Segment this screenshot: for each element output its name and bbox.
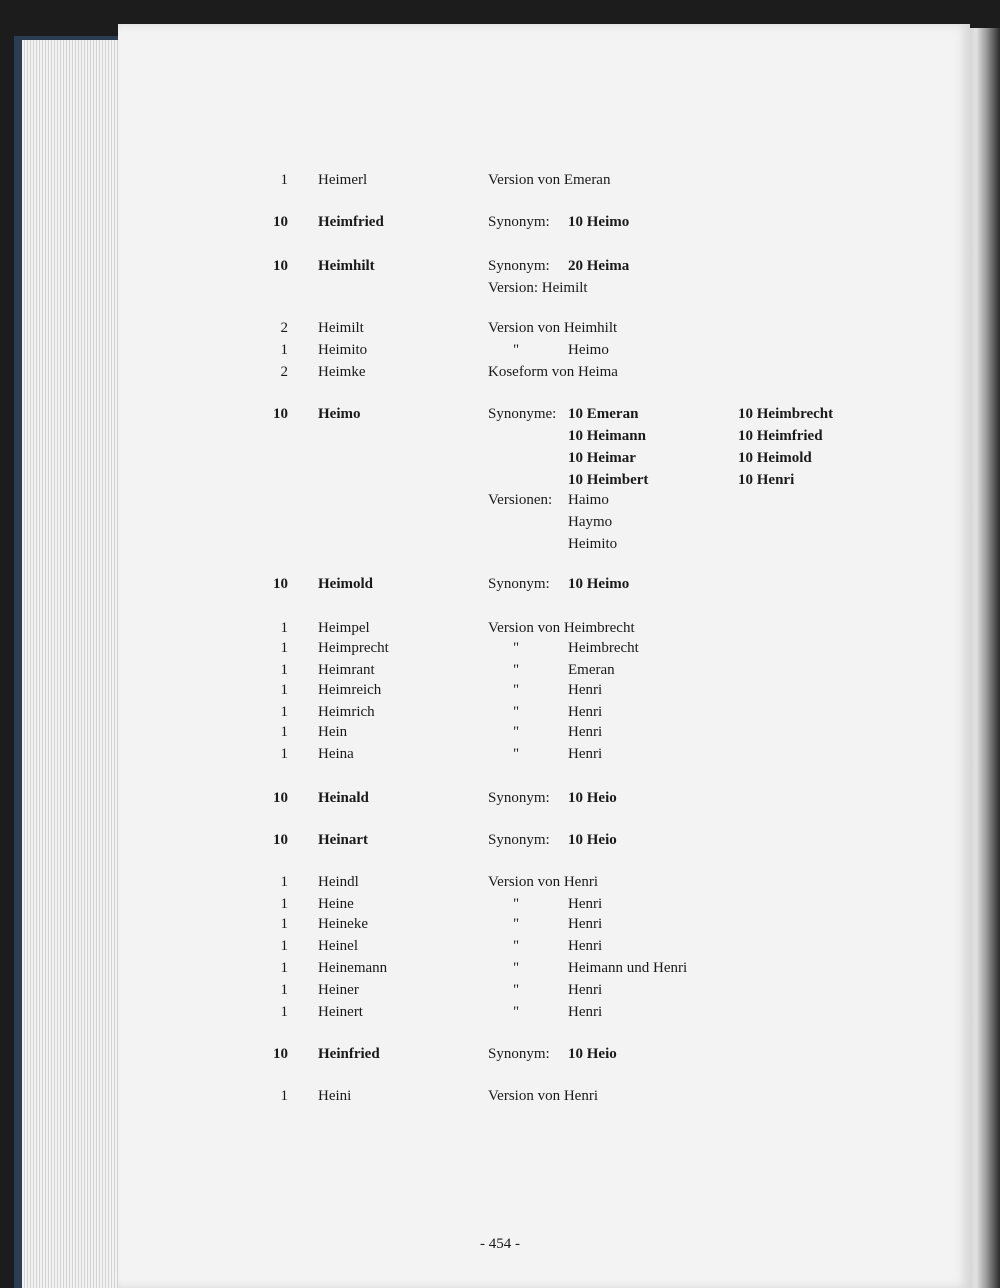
entry-reference: Henri bbox=[568, 896, 603, 912]
entry-number: 2 bbox=[280, 320, 288, 336]
entry-reference: Heimbrecht bbox=[568, 640, 639, 656]
entry-reference-secondary: 10 Heimbrecht bbox=[738, 406, 834, 422]
page-edges bbox=[22, 40, 132, 1288]
entry-number: 1 bbox=[280, 746, 288, 762]
entry-reference: Henri bbox=[568, 1004, 603, 1020]
entry-description: Synonym: bbox=[488, 214, 550, 230]
ditto-mark: " bbox=[513, 960, 520, 976]
entry-reference: 10 Heimar bbox=[568, 450, 636, 466]
ditto-mark: " bbox=[513, 746, 520, 762]
entry-number: 1 bbox=[280, 342, 288, 358]
entry-number: 1 bbox=[280, 172, 288, 188]
entry-number: 1 bbox=[280, 916, 288, 932]
entry-name: Heina bbox=[318, 746, 354, 762]
entry-name: Heimrant bbox=[318, 662, 375, 678]
entry-description: Synonym: bbox=[488, 258, 550, 274]
entry-number: 1 bbox=[280, 896, 288, 912]
entry-name: Heimo bbox=[318, 406, 361, 422]
entry-number: 1 bbox=[280, 724, 288, 740]
entry-reference: Haymo bbox=[568, 514, 613, 530]
entry-reference: Heimo bbox=[568, 342, 609, 358]
entry-number: 10 bbox=[273, 258, 288, 274]
entry-reference: Henri bbox=[568, 938, 603, 954]
entry-number: 1 bbox=[280, 938, 288, 954]
entry-number: 10 bbox=[273, 790, 288, 806]
entry-reference: 10 Heimo bbox=[568, 576, 630, 592]
entry-description: Synonyme: bbox=[488, 406, 557, 422]
entry-reference: 10 Heio bbox=[568, 790, 617, 806]
entry-number: 1 bbox=[280, 640, 288, 656]
entry-name: Heinemann bbox=[318, 960, 388, 976]
entry-name: Heimito bbox=[318, 342, 368, 358]
entry-number: 1 bbox=[280, 1088, 288, 1104]
entry-name: Heinfried bbox=[318, 1046, 380, 1062]
entry-name: Heiner bbox=[318, 982, 359, 998]
entry-reference: Heimito bbox=[568, 536, 618, 552]
entry-name: Hein bbox=[318, 724, 348, 740]
entry-reference: Henri bbox=[568, 982, 603, 998]
entry-number: 1 bbox=[280, 662, 288, 678]
entry-number: 1 bbox=[280, 682, 288, 698]
entry-reference: Henri bbox=[568, 724, 603, 740]
entry-number: 1 bbox=[280, 620, 288, 636]
entry-name: Heimke bbox=[318, 364, 366, 380]
entry-reference: Henri bbox=[568, 682, 603, 698]
entry-description: Version von Heimhilt bbox=[488, 320, 618, 336]
entry-name: Heimpel bbox=[318, 620, 370, 636]
entry-name: Heineke bbox=[318, 916, 368, 932]
entry-reference: 10 Heimo bbox=[568, 214, 630, 230]
entry-name: Heinel bbox=[318, 938, 358, 954]
ditto-mark: " bbox=[513, 704, 520, 720]
entry-number: 1 bbox=[280, 982, 288, 998]
entry-name: Heini bbox=[318, 1088, 352, 1104]
entry-number: 1 bbox=[280, 960, 288, 976]
entry-name: Heimold bbox=[318, 576, 373, 592]
entry-description: Versionen: bbox=[488, 492, 553, 508]
entry-reference: 20 Heima bbox=[568, 258, 630, 274]
entry-description: Version: Heimilt bbox=[488, 280, 588, 296]
entry-number: 10 bbox=[273, 406, 288, 422]
entry-reference: Emeran bbox=[568, 662, 615, 678]
entry-name: Heindl bbox=[318, 874, 359, 890]
ditto-mark: " bbox=[513, 342, 520, 358]
entry-name: Heimerl bbox=[318, 172, 368, 188]
entry-description: Version von Henri bbox=[488, 874, 598, 890]
entry-description: Koseform von Heima bbox=[488, 364, 618, 380]
ditto-mark: " bbox=[513, 662, 520, 678]
entry-reference: Henri bbox=[568, 746, 603, 762]
entry-name: Heimilt bbox=[318, 320, 364, 336]
entry-reference-secondary: 10 Heimfried bbox=[738, 428, 823, 444]
entry-reference: Henri bbox=[568, 704, 603, 720]
entry-description: Synonym: bbox=[488, 576, 550, 592]
ditto-mark: " bbox=[513, 982, 520, 998]
entry-number: 1 bbox=[280, 1004, 288, 1020]
entry-number: 10 bbox=[273, 214, 288, 230]
entry-reference: 10 Heio bbox=[568, 1046, 617, 1062]
entry-reference: Heimann und Henri bbox=[568, 960, 688, 976]
entry-reference: Haimo bbox=[568, 492, 609, 508]
entry-name: Heimreich bbox=[318, 682, 382, 698]
entry-name: Heimfried bbox=[318, 214, 384, 230]
entry-reference: Henri bbox=[568, 916, 603, 932]
entry-name: Heine bbox=[318, 896, 354, 912]
page-number: - 454 - bbox=[480, 1236, 520, 1252]
entry-name: Heinart bbox=[318, 832, 368, 848]
entry-name: Heinald bbox=[318, 790, 369, 806]
entry-name: Heimhilt bbox=[318, 258, 375, 274]
entry-reference: 10 Heimbert bbox=[568, 472, 649, 488]
ditto-mark: " bbox=[513, 1004, 520, 1020]
entry-description: Version von Emeran bbox=[488, 172, 611, 188]
entry-name: Heinert bbox=[318, 1004, 363, 1020]
entry-number: 2 bbox=[280, 364, 288, 380]
entry-name: Heimprecht bbox=[318, 640, 389, 656]
entry-reference-secondary: 10 Henri bbox=[738, 472, 795, 488]
entry-number: 10 bbox=[273, 832, 288, 848]
entry-description: Version von Heimbrecht bbox=[488, 620, 635, 636]
entry-description: Version von Henri bbox=[488, 1088, 598, 1104]
ditto-mark: " bbox=[513, 640, 520, 656]
entry-description: Synonym: bbox=[488, 832, 550, 848]
entry-number: 1 bbox=[280, 704, 288, 720]
entry-reference: 10 Heimann bbox=[568, 428, 646, 444]
ditto-mark: " bbox=[513, 896, 520, 912]
entry-description: Synonym: bbox=[488, 790, 550, 806]
ditto-mark: " bbox=[513, 938, 520, 954]
ditto-mark: " bbox=[513, 916, 520, 932]
entry-number: 1 bbox=[280, 874, 288, 890]
entry-reference: 10 Heio bbox=[568, 832, 617, 848]
book-spine bbox=[966, 28, 1000, 1288]
entry-reference-secondary: 10 Heimold bbox=[738, 450, 812, 466]
entry-number: 10 bbox=[273, 576, 288, 592]
entry-description: Synonym: bbox=[488, 1046, 550, 1062]
ditto-mark: " bbox=[513, 724, 520, 740]
entry-reference: 10 Emeran bbox=[568, 406, 639, 422]
ditto-mark: " bbox=[513, 682, 520, 698]
entry-number: 10 bbox=[273, 1046, 288, 1062]
entry-name: Heimrich bbox=[318, 704, 375, 720]
